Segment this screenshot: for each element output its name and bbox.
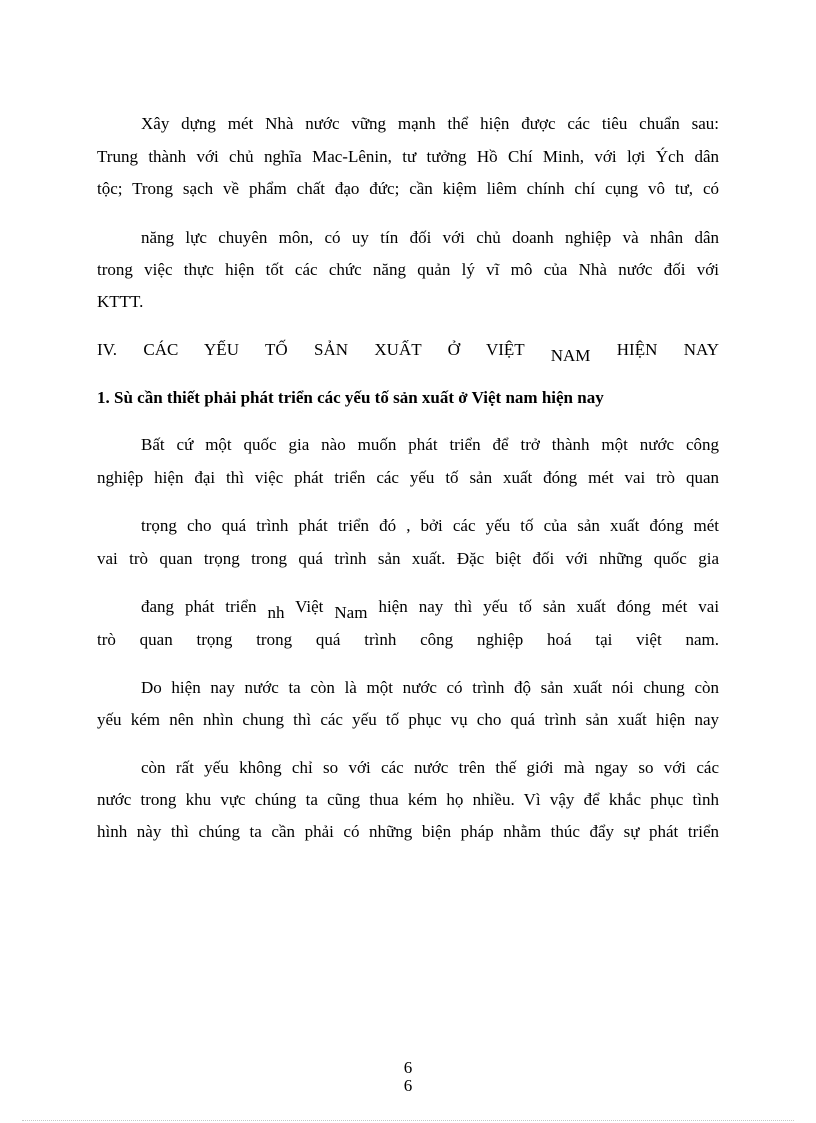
subsection-heading: 1. Sù cần thiết phải phát triển các yếu tố sản xuất ở Việt nam hiện nay [97, 388, 604, 407]
section-heading-part-2: NAM [550, 346, 591, 365]
paragraph-3-line-5: hình này thì chúng ta cần phải có những biện pháp nhằm thúc đẩy sự phát triển [97, 822, 719, 841]
footer-divider [22, 1120, 794, 1121]
paragraph-2-line-5-part-c: Việt [295, 597, 324, 616]
paragraph-1-line-3: tộc; Trong sạch về phẩm chất đạo đức; cần kiệm liêm chính chí cụng vô tư, có [97, 179, 719, 198]
section-heading-part-1: IV. CÁC YẾU TỐ SẢN XUẤT Ở VIỆT [97, 340, 525, 359]
paragraph-1-line-5: trong việc thực hiện tốt các chức năng quản lý vĩ mô của Nhà nước đối với [97, 260, 719, 279]
paragraph-1-line-4: năng lực chuyên môn, có uy tín đối với chủ doanh nghiệp và nhân dân [141, 228, 719, 247]
paragraph-3-line-2: yếu kém nên nhìn chung thì các yếu tố phục vụ cho quá trình sản xuất hiện nay [97, 710, 719, 729]
paragraph-1-line-1: Xây dựng mét Nhà nước vững mạnh thể hiện được các tiêu chuẩn sau: [141, 114, 719, 133]
paragraph-2-line-5-part-e: hiện nay thì yếu tố sản xuất đóng mét vai [378, 597, 720, 616]
section-heading [97, 339, 720, 365]
paragraph-2-line-1: Bất cứ một quốc gia nào muốn phát triển để trở thành một nước công [141, 435, 719, 454]
paragraph-3-line-3: còn rất yếu không chỉ so với các nước trên thế giới mà ngay so với các [141, 758, 719, 777]
section-heading-part-3: HIỆN NAY [616, 340, 720, 359]
paragraph-1-line-2: Trung thành với chủ nghĩa Mac-Lênin, tư tưởng Hồ Chí Minh, với lợi Ých dân [97, 147, 719, 166]
paragraph-2-line-3: trọng cho quá trình phát triển đó , bởi các yếu tố của sản xuất đóng mét [141, 516, 719, 535]
paragraph-2-line-5-part-b: nh [267, 603, 285, 622]
paragraph-3-line-1: Do hiện nay nước ta còn là một nước có trình độ sản xuất nói chung còn [141, 678, 719, 697]
page-number-top: 6 [403, 1058, 413, 1077]
paragraph-2-line-2: nghiệp hiện đại thì việc phát triển các yếu tố sản xuất đóng mét vai trò quan [97, 468, 719, 487]
paragraph-2-line-4: vai trò quan trọng trong quá trình sản xuất. Đặc biệt đối với những quốc gia [97, 549, 719, 568]
page-number-bottom: 6 [403, 1076, 413, 1095]
paragraph-3-line-4: nước trong khu vực chúng ta cũng thua kém họ nhiều. Vì vậy để khắc phục tình [97, 790, 719, 809]
paragraph-2-line-5-part-a: đang phát triển [141, 597, 257, 616]
paragraph-2-line-5 [141, 596, 720, 622]
paragraph-2-line-5-part-d: Nam [334, 603, 368, 622]
paragraph-2-line-6: trò quan trọng trong quá trình công nghiệp hoá tại việt nam. [97, 630, 719, 649]
paragraph-1-line-6: KTTT. [97, 292, 144, 311]
